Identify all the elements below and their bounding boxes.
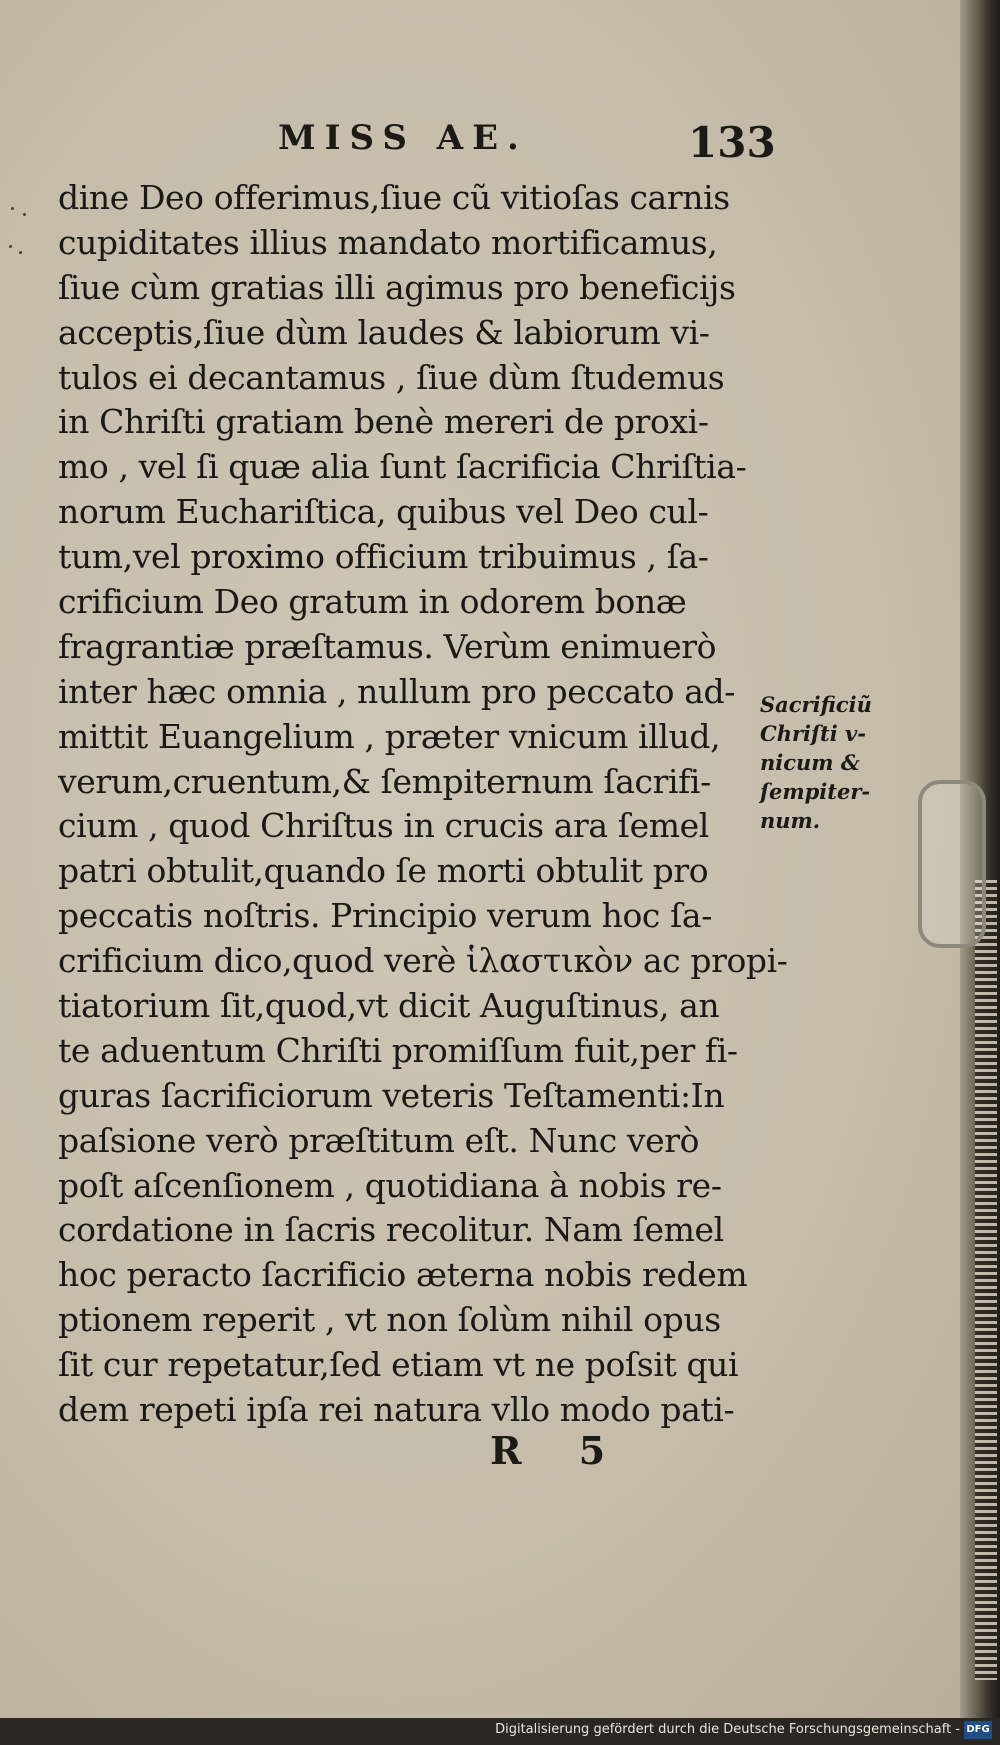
text-line: dine Deo offerimus,ſiue cũ vitioſas carnis bbox=[58, 178, 730, 217]
text-line: inter hæc omnia , nullum pro peccato ad- bbox=[58, 671, 735, 711]
text-line: guras ſacrificiorum veteris Teſtamenti:In bbox=[58, 1075, 725, 1115]
text-line: tulos ei decantamus , ſiue dùm ſtudemus bbox=[58, 357, 725, 397]
text-line: hoc peracto ſacrificio æterna nobis redem bbox=[58, 1255, 748, 1295]
page-number: 133 bbox=[688, 118, 776, 167]
margin-note-line: nicum & bbox=[760, 750, 860, 775]
text-line: te aduentum Chriſti promiſſum fuit,per fi- bbox=[58, 1030, 738, 1070]
text-line: patri obtulit,quando ſe morti obtulit pro bbox=[58, 851, 709, 891]
text-line: tiatorium ſit,quod,vt dicit Auguſtinus, an bbox=[58, 986, 720, 1026]
text-line: cupiditates illius mandato mortificamus, bbox=[58, 222, 718, 262]
dfg-logo-icon: DFG bbox=[964, 1721, 992, 1739]
text-line: poſt aſcenſionem , quotidiana à nobis re- bbox=[58, 1165, 722, 1205]
text-line: tum,vel proximo officium tribuimus , ſa- bbox=[58, 537, 709, 577]
text-line: cordatione in ſacris recolitur. Nam ſemel bbox=[58, 1210, 724, 1250]
running-head: MISS AE. bbox=[278, 118, 528, 158]
footer-bar bbox=[0, 1718, 1000, 1745]
text-line: ſit cur repetatur,ſed etiam vt ne poſsit qui bbox=[58, 1345, 739, 1385]
text-line: norum Euchariſtica, quibus vel Deo cul- bbox=[58, 492, 709, 532]
text-line: verum,cruentum,& ſempiternum ſacrifi- bbox=[58, 761, 711, 801]
text-line: mo , vel ſi quæ alia ſunt ſacrificia Chriſtia- bbox=[58, 447, 747, 487]
text-line: ptionem reperit , vt non ſolùm nihil opus bbox=[58, 1300, 721, 1340]
page-header bbox=[0, 118, 978, 168]
signature-mark: R 5 bbox=[490, 1428, 628, 1473]
text-line: crificium Deo gratum in odorem bonæ bbox=[58, 582, 687, 622]
margin-note-line: Chriſti v- bbox=[760, 721, 866, 746]
text-line: fragrantiæ præſtamus. Verùm enimuerò bbox=[58, 626, 717, 666]
body-text bbox=[58, 176, 788, 1433]
book-clip bbox=[918, 780, 986, 948]
text-line: ſiue cùm gratias illi agimus pro beneficijs bbox=[58, 267, 736, 307]
text-line: paſsione verò præſtitum eſt. Nunc verò bbox=[58, 1120, 700, 1160]
text-line: peccatis noſtris. Principio verum hoc ſa- bbox=[58, 896, 712, 936]
text-line: acceptis,ſiue dùm laudes & labiorum vi- bbox=[58, 312, 710, 352]
margin-specks bbox=[5, 205, 45, 275]
margin-note-line: ſempiter- bbox=[760, 779, 871, 804]
margin-note-line: Sacrificiũ bbox=[760, 692, 872, 717]
text-line: mittit Euangelium , præter vnicum illud, bbox=[58, 716, 721, 756]
text-line: crificium dico,quod verè ἱλαστικὸν ac propi- bbox=[58, 941, 788, 981]
text-line: dem repeti ipſa rei natura vllo modo pati- bbox=[58, 1390, 735, 1430]
footer-credit: Digitalisierung gefördert durch die Deutsche Forschungsgemeinschaft - bbox=[495, 1722, 960, 1737]
page-stack-edge bbox=[975, 880, 997, 1680]
margin-note-line: num. bbox=[760, 808, 821, 833]
text-line: in Chriſti gratiam benè mereri de proxi- bbox=[58, 402, 709, 442]
text-line: cium , quod Chriſtus in crucis ara ſemel bbox=[58, 806, 709, 846]
margin-note bbox=[760, 690, 890, 835]
